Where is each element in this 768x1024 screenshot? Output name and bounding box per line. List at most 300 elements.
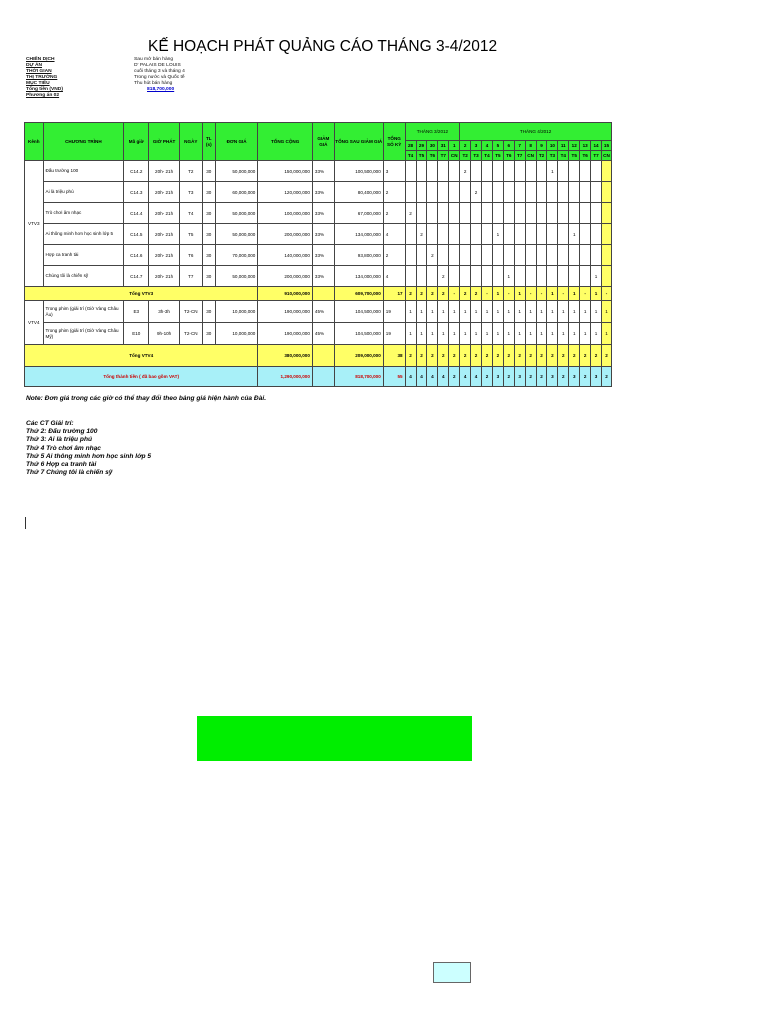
schedule-cell — [405, 224, 416, 245]
schedule-cell — [536, 182, 547, 203]
schedule-cell — [580, 161, 591, 182]
schedule-cell: 1 — [547, 301, 558, 323]
schedule-cell — [449, 224, 460, 245]
total-cell: 200,000,000 — [258, 266, 313, 287]
schedule-cell: 4 — [416, 367, 427, 387]
schedule-cell — [460, 266, 471, 287]
channel-cell: VTV3 — [25, 161, 44, 287]
schedule-cell — [525, 161, 536, 182]
green-shape — [197, 716, 472, 761]
schedule-cell — [514, 182, 525, 203]
air-time-cell: 20h- 21h — [149, 182, 180, 203]
total-money-label: Tổng tiền (VND) — [26, 87, 63, 92]
schedule-cell: 2 — [558, 367, 569, 387]
campaign-info — [26, 57, 185, 99]
schedule-cell: 1 — [449, 301, 460, 323]
schedule-cell — [525, 266, 536, 287]
schedule-cell: 2 — [525, 345, 536, 367]
col-unit-price: ĐƠN GIÁ — [215, 123, 258, 161]
schedule-cell — [482, 182, 493, 203]
schedule-cell: 1 — [601, 323, 611, 345]
table-row — [25, 301, 612, 323]
program-name-cell: Trong phim (giải trí (Giờ Vàng Châu Mỹ) — [43, 323, 124, 345]
discount-cell: 33% — [312, 245, 334, 266]
schedule-cell: 2 — [405, 287, 416, 301]
unit-price-cell: 10,000,000 — [215, 301, 258, 323]
schedule-cell — [427, 182, 438, 203]
col-air-time: GIỜ PHÁT — [149, 123, 180, 161]
empty-cell — [312, 345, 334, 367]
schedule-cell — [601, 245, 611, 266]
schedule-cell: 2 — [460, 345, 471, 367]
schedule-cell: - — [525, 287, 536, 301]
count-cell: 19 — [383, 323, 405, 345]
count-cell: 2 — [383, 245, 405, 266]
total-after-cell: 609,700,000 — [334, 287, 383, 301]
schedule-cell: 1 — [427, 301, 438, 323]
unit-price-cell: 70,000,000 — [215, 245, 258, 266]
schedule-cell — [514, 161, 525, 182]
total-amount-cell: 380,000,000 — [258, 345, 313, 367]
count-cell: 2 — [383, 203, 405, 224]
slot-code-cell: C14.7 — [124, 266, 149, 287]
schedule-cell: 1 — [492, 224, 503, 245]
schedule-cell — [427, 161, 438, 182]
schedule-cell: 2 — [503, 367, 514, 387]
schedule-cell — [558, 266, 569, 287]
unit-price-cell: 50,000,000 — [215, 224, 258, 245]
list-item: Thứ 5 Ai thông minh hơn học sinh lớp 5 — [26, 452, 152, 460]
schedule-cell: 3 — [514, 367, 525, 387]
text-cursor — [25, 517, 26, 529]
schedule-cell: 2 — [438, 287, 449, 301]
schedule-cell: 1 — [460, 301, 471, 323]
schedule-cell — [405, 245, 416, 266]
schedule-cell — [591, 245, 602, 266]
length-cell: 30 — [202, 245, 215, 266]
date-header-cell: 5 — [492, 141, 503, 151]
schedule-cell: - — [449, 287, 460, 301]
schedule-cell — [492, 266, 503, 287]
total-cell: 200,000,000 — [258, 224, 313, 245]
day-cell: T2 — [179, 161, 202, 182]
schedule-cell: 2 — [405, 345, 416, 367]
col-after-discount: TỔNG SAU GIẢM GIÁ — [334, 123, 383, 161]
discount-cell: 33% — [312, 224, 334, 245]
schedule-cell: 1 — [569, 323, 580, 345]
schedule-cell — [601, 224, 611, 245]
schedule-cell — [471, 161, 482, 182]
schedule-cell: 1 — [591, 323, 602, 345]
schedule-cell: 2 — [427, 245, 438, 266]
month-march-header: THÁNG 3/2012 — [405, 123, 460, 141]
weekday-header-cell: T2 — [536, 151, 547, 161]
option-label: Phương án 02 — [26, 93, 60, 98]
air-time-cell: 20h- 21h — [149, 224, 180, 245]
goal-label: MỤC TIÊU — [26, 81, 50, 86]
schedule-cell — [503, 182, 514, 203]
schedule-cell — [580, 182, 591, 203]
schedule-cell: 1 — [547, 287, 558, 301]
weekday-header-cell: T4 — [558, 151, 569, 161]
schedule-cell — [580, 203, 591, 224]
project-label: DỰ ÁN — [26, 63, 43, 68]
schedule-cell: 2 — [569, 345, 580, 367]
schedule-cell: 1 — [591, 287, 602, 301]
schedule-cell — [492, 182, 503, 203]
schedule-cell — [460, 203, 471, 224]
program-name-cell: Ai là triệu phú — [43, 182, 124, 203]
total-after-cell: 818,700,000 — [334, 367, 383, 387]
schedule-cell — [591, 203, 602, 224]
air-time-cell: 9h-10h — [149, 323, 180, 345]
table-row — [25, 266, 612, 287]
schedule-cell: 1 — [416, 301, 427, 323]
schedule-cell — [416, 245, 427, 266]
slot-code-cell: C14.4 — [124, 203, 149, 224]
empty-cell — [312, 287, 334, 301]
schedule-cell: 1 — [416, 323, 427, 345]
discount-cell: 45% — [312, 323, 334, 345]
schedule-cell: 1 — [514, 301, 525, 323]
schedule-cell: 1 — [492, 287, 503, 301]
schedule-cell — [536, 224, 547, 245]
schedule-cell — [416, 203, 427, 224]
total-cell: 190,000,000 — [258, 301, 313, 323]
schedule-cell: - — [536, 287, 547, 301]
schedule-cell — [460, 224, 471, 245]
schedule-cell — [492, 245, 503, 266]
schedule-cell — [482, 224, 493, 245]
air-time-cell: 20h- 21h — [149, 266, 180, 287]
schedule-cell — [503, 161, 514, 182]
table-row — [25, 323, 612, 345]
weekday-header-cell: T3 — [471, 151, 482, 161]
weekday-header-cell: T5 — [569, 151, 580, 161]
ad-schedule-table — [24, 122, 612, 387]
weekday-header-cell: T6 — [503, 151, 514, 161]
schedule-cell — [449, 266, 460, 287]
list-item: Thứ 6 Hợp ca tranh tài — [26, 461, 97, 469]
date-header-cell: 2 — [460, 141, 471, 151]
schedule-cell — [514, 224, 525, 245]
count-cell: 3 — [383, 161, 405, 182]
date-header-cell: 9 — [536, 141, 547, 151]
schedule-cell — [536, 245, 547, 266]
schedule-cell: 2 — [449, 367, 460, 387]
date-header-cell: 28 — [405, 141, 416, 151]
date-header-cell: 6 — [503, 141, 514, 151]
schedule-cell — [569, 161, 580, 182]
program-name-cell: Hợp ca tranh tài — [43, 245, 124, 266]
col-channel: Kênh — [25, 123, 44, 161]
discount-cell: 33% — [312, 161, 334, 182]
total-cell: 150,000,000 — [258, 161, 313, 182]
schedule-cell — [547, 182, 558, 203]
schedule-cell: 3 — [547, 367, 558, 387]
schedule-cell: 1 — [482, 301, 493, 323]
weekday-header-cell: T7 — [514, 151, 525, 161]
schedule-cell — [449, 245, 460, 266]
unit-price-cell: 10,000,000 — [215, 323, 258, 345]
after-discount-cell: 134,000,000 — [334, 224, 383, 245]
count-cell: 4 — [383, 224, 405, 245]
header-row-months — [25, 123, 612, 141]
discount-cell: 33% — [312, 182, 334, 203]
unit-price-cell: 50,000,000 — [215, 266, 258, 287]
schedule-cell: 4 — [405, 367, 416, 387]
col-discount: GIẢM GIÁ — [312, 123, 334, 161]
schedule-cell — [580, 266, 591, 287]
schedule-cell — [601, 182, 611, 203]
schedule-cell: 2 — [482, 345, 493, 367]
schedule-cell — [558, 182, 569, 203]
schedule-cell: 1 — [580, 323, 591, 345]
schedule-cell: 1 — [558, 323, 569, 345]
total-amount-cell: 1,290,000,000 — [258, 367, 313, 387]
schedule-cell — [558, 245, 569, 266]
day-cell: T4 — [179, 203, 202, 224]
date-header-cell: 31 — [438, 141, 449, 151]
schedule-cell — [503, 203, 514, 224]
schedule-cell: 2 — [471, 287, 482, 301]
schedule-cell — [547, 224, 558, 245]
schedule-cell: 2 — [405, 203, 416, 224]
schedule-cell — [460, 182, 471, 203]
discount-cell: 33% — [312, 266, 334, 287]
schedule-cell: 2 — [449, 345, 460, 367]
weekday-header-cell: T6 — [427, 151, 438, 161]
schedule-cell: 2 — [471, 345, 482, 367]
after-discount-cell: 80,400,000 — [334, 182, 383, 203]
discount-cell: 33% — [312, 203, 334, 224]
schedule-cell: 2 — [547, 345, 558, 367]
total-cell: 100,000,000 — [258, 203, 313, 224]
date-header-cell: 12 — [569, 141, 580, 151]
schedule-cell: 4 — [438, 367, 449, 387]
schedule-cell — [416, 266, 427, 287]
schedule-cell — [558, 161, 569, 182]
schedule-cell — [471, 245, 482, 266]
schedule-cell: - — [482, 287, 493, 301]
schedule-cell — [514, 266, 525, 287]
schedule-cell: - — [601, 287, 611, 301]
schedule-cell: 2 — [471, 182, 482, 203]
schedule-cell: 1 — [514, 287, 525, 301]
schedule-cell: 1 — [503, 301, 514, 323]
weekday-header-cell: T2 — [460, 151, 471, 161]
date-header-cell: 7 — [514, 141, 525, 151]
after-discount-cell: 93,800,000 — [334, 245, 383, 266]
weekday-header-cell: T4 — [482, 151, 493, 161]
schedule-cell — [416, 161, 427, 182]
schedule-cell: 1 — [580, 301, 591, 323]
schedule-cell — [601, 203, 611, 224]
schedule-cell: 2 — [514, 345, 525, 367]
date-header-cell: 30 — [427, 141, 438, 151]
schedule-cell — [471, 266, 482, 287]
schedule-cell: 4 — [471, 367, 482, 387]
table-row — [25, 245, 612, 266]
schedule-cell: 2 — [492, 345, 503, 367]
schedule-cell: 1 — [492, 323, 503, 345]
weekday-header-cell: T4 — [405, 151, 416, 161]
length-cell: 30 — [202, 224, 215, 245]
program-list-title: Các CT Giải trí: — [26, 420, 74, 427]
date-header-cell: 11 — [558, 141, 569, 151]
schedule-cell — [569, 266, 580, 287]
slot-code-cell: C14.5 — [124, 224, 149, 245]
time-label: THỜI GIAN — [26, 69, 52, 74]
after-discount-cell: 134,000,000 — [334, 266, 383, 287]
weekday-header-cell: T7 — [438, 151, 449, 161]
schedule-cell — [449, 203, 460, 224]
schedule-cell: 4 — [427, 367, 438, 387]
schedule-cell — [492, 203, 503, 224]
day-cell: T2-CN — [179, 301, 202, 323]
schedule-cell — [569, 245, 580, 266]
table-row — [25, 203, 612, 224]
schedule-cell: 1 — [514, 323, 525, 345]
unit-price-cell: 50,000,000 — [215, 161, 258, 182]
schedule-cell: 1 — [591, 301, 602, 323]
col-program: CHƯƠNG TRÌNH — [43, 123, 124, 161]
air-time-cell: 20h- 21h — [149, 203, 180, 224]
schedule-cell: 2 — [460, 287, 471, 301]
market-value: Trong nước và Quốc tế — [134, 75, 185, 80]
slot-code-cell: C14.2 — [124, 161, 149, 182]
schedule-cell: 3 — [591, 367, 602, 387]
weekday-header-cell: T6 — [580, 151, 591, 161]
schedule-cell — [580, 245, 591, 266]
schedule-cell: 1 — [558, 301, 569, 323]
schedule-cell — [460, 245, 471, 266]
schedule-cell — [427, 266, 438, 287]
schedule-cell: 1 — [482, 323, 493, 345]
date-header-cell: 14 — [591, 141, 602, 151]
total-money-value: 818,700,000 — [147, 87, 175, 92]
schedule-cell: 2 — [580, 367, 591, 387]
length-cell: 30 — [202, 266, 215, 287]
schedule-cell: 2 — [460, 161, 471, 182]
total-label-cell: Tổng VTV4 — [25, 345, 258, 367]
weekday-header-cell: T7 — [591, 151, 602, 161]
schedule-cell — [471, 203, 482, 224]
weekday-header-cell: CN — [449, 151, 460, 161]
schedule-cell: 1 — [601, 301, 611, 323]
weekday-header-cell: T5 — [492, 151, 503, 161]
program-name-cell: Đấu trường 100 — [43, 161, 124, 182]
schedule-cell: 1 — [591, 266, 602, 287]
list-item: Thứ 7 Chúng tôi là chiến sỹ — [26, 469, 113, 477]
date-header-cell: 29 — [416, 141, 427, 151]
schedule-cell: 2 — [591, 345, 602, 367]
day-cell: T6 — [179, 245, 202, 266]
schedule-cell: 1 — [449, 323, 460, 345]
program-list — [26, 420, 151, 477]
schedule-cell: 1 — [427, 323, 438, 345]
total-label-cell: Tổng VTV3 — [25, 287, 258, 301]
schedule-cell — [525, 182, 536, 203]
weekday-header-cell: CN — [601, 151, 611, 161]
schedule-cell: - — [503, 287, 514, 301]
schedule-cell: 2 — [536, 345, 547, 367]
unit-price-cell: 60,000,000 — [215, 182, 258, 203]
schedule-cell — [558, 224, 569, 245]
schedule-cell: 2 — [536, 367, 547, 387]
date-header-cell: 3 — [471, 141, 482, 151]
schedule-cell — [547, 203, 558, 224]
goal-value: Thu hút bán hàng — [134, 81, 173, 86]
schedule-cell — [580, 224, 591, 245]
date-header-cell: 1 — [449, 141, 460, 151]
table-row — [25, 182, 612, 203]
schedule-cell: 2 — [601, 345, 611, 367]
schedule-cell: 2 — [580, 345, 591, 367]
date-header-cell: 8 — [525, 141, 536, 151]
discount-cell: 45% — [312, 301, 334, 323]
schedule-cell: 2 — [503, 345, 514, 367]
program-name-cell: Ai thông minh hơn học sinh lớp 5 — [43, 224, 124, 245]
schedule-cell — [438, 224, 449, 245]
schedule-cell: 1 — [438, 301, 449, 323]
channel-cell: VTV4 — [25, 301, 44, 345]
length-cell: 30 — [202, 323, 215, 345]
schedule-cell: 1 — [503, 266, 514, 287]
total-count-cell: 17 — [383, 287, 405, 301]
schedule-cell — [438, 203, 449, 224]
length-cell: 30 — [202, 301, 215, 323]
after-discount-cell: 104,500,000 — [334, 301, 383, 323]
schedule-cell: 1 — [569, 287, 580, 301]
date-header-cell: 13 — [580, 141, 591, 151]
day-cell: T3 — [179, 182, 202, 203]
schedule-cell: 1 — [569, 224, 580, 245]
schedule-cell: 1 — [525, 323, 536, 345]
schedule-cell: 1 — [438, 323, 449, 345]
schedule-cell — [416, 182, 427, 203]
list-item: Thứ 4 Trò chơi âm nhạc — [26, 444, 101, 452]
schedule-cell: 3 — [569, 367, 580, 387]
total-row — [25, 287, 612, 301]
page-title: KẾ HOẠCH PHÁT QUẢNG CÁO THÁNG 3-4/2012 — [148, 38, 498, 55]
schedule-cell: 1 — [525, 301, 536, 323]
schedule-cell: 2 — [482, 367, 493, 387]
length-cell: 30 — [202, 161, 215, 182]
schedule-cell — [536, 266, 547, 287]
air-time-cell: 20h- 21h — [149, 245, 180, 266]
total-amount-cell: 910,000,000 — [258, 287, 313, 301]
schedule-cell — [536, 161, 547, 182]
schedule-cell: 1 — [471, 301, 482, 323]
slot-code-cell: E10 — [124, 323, 149, 345]
schedule-cell — [405, 266, 416, 287]
date-header-cell: 10 — [547, 141, 558, 151]
total-count-cell: 55 — [383, 367, 405, 387]
list-item: Thứ 3: Ai là triệu phú — [26, 436, 93, 444]
schedule-cell — [482, 203, 493, 224]
schedule-cell: 1 — [536, 301, 547, 323]
day-cell: T7 — [179, 266, 202, 287]
schedule-cell: 1 — [405, 323, 416, 345]
schedule-cell: - — [558, 287, 569, 301]
length-cell: 30 — [202, 203, 215, 224]
day-cell: T5 — [179, 224, 202, 245]
col-slot-code: Mã giờ — [124, 123, 149, 161]
after-discount-cell: 104,500,000 — [334, 323, 383, 345]
schedule-cell — [591, 161, 602, 182]
total-cell: 140,000,000 — [258, 245, 313, 266]
